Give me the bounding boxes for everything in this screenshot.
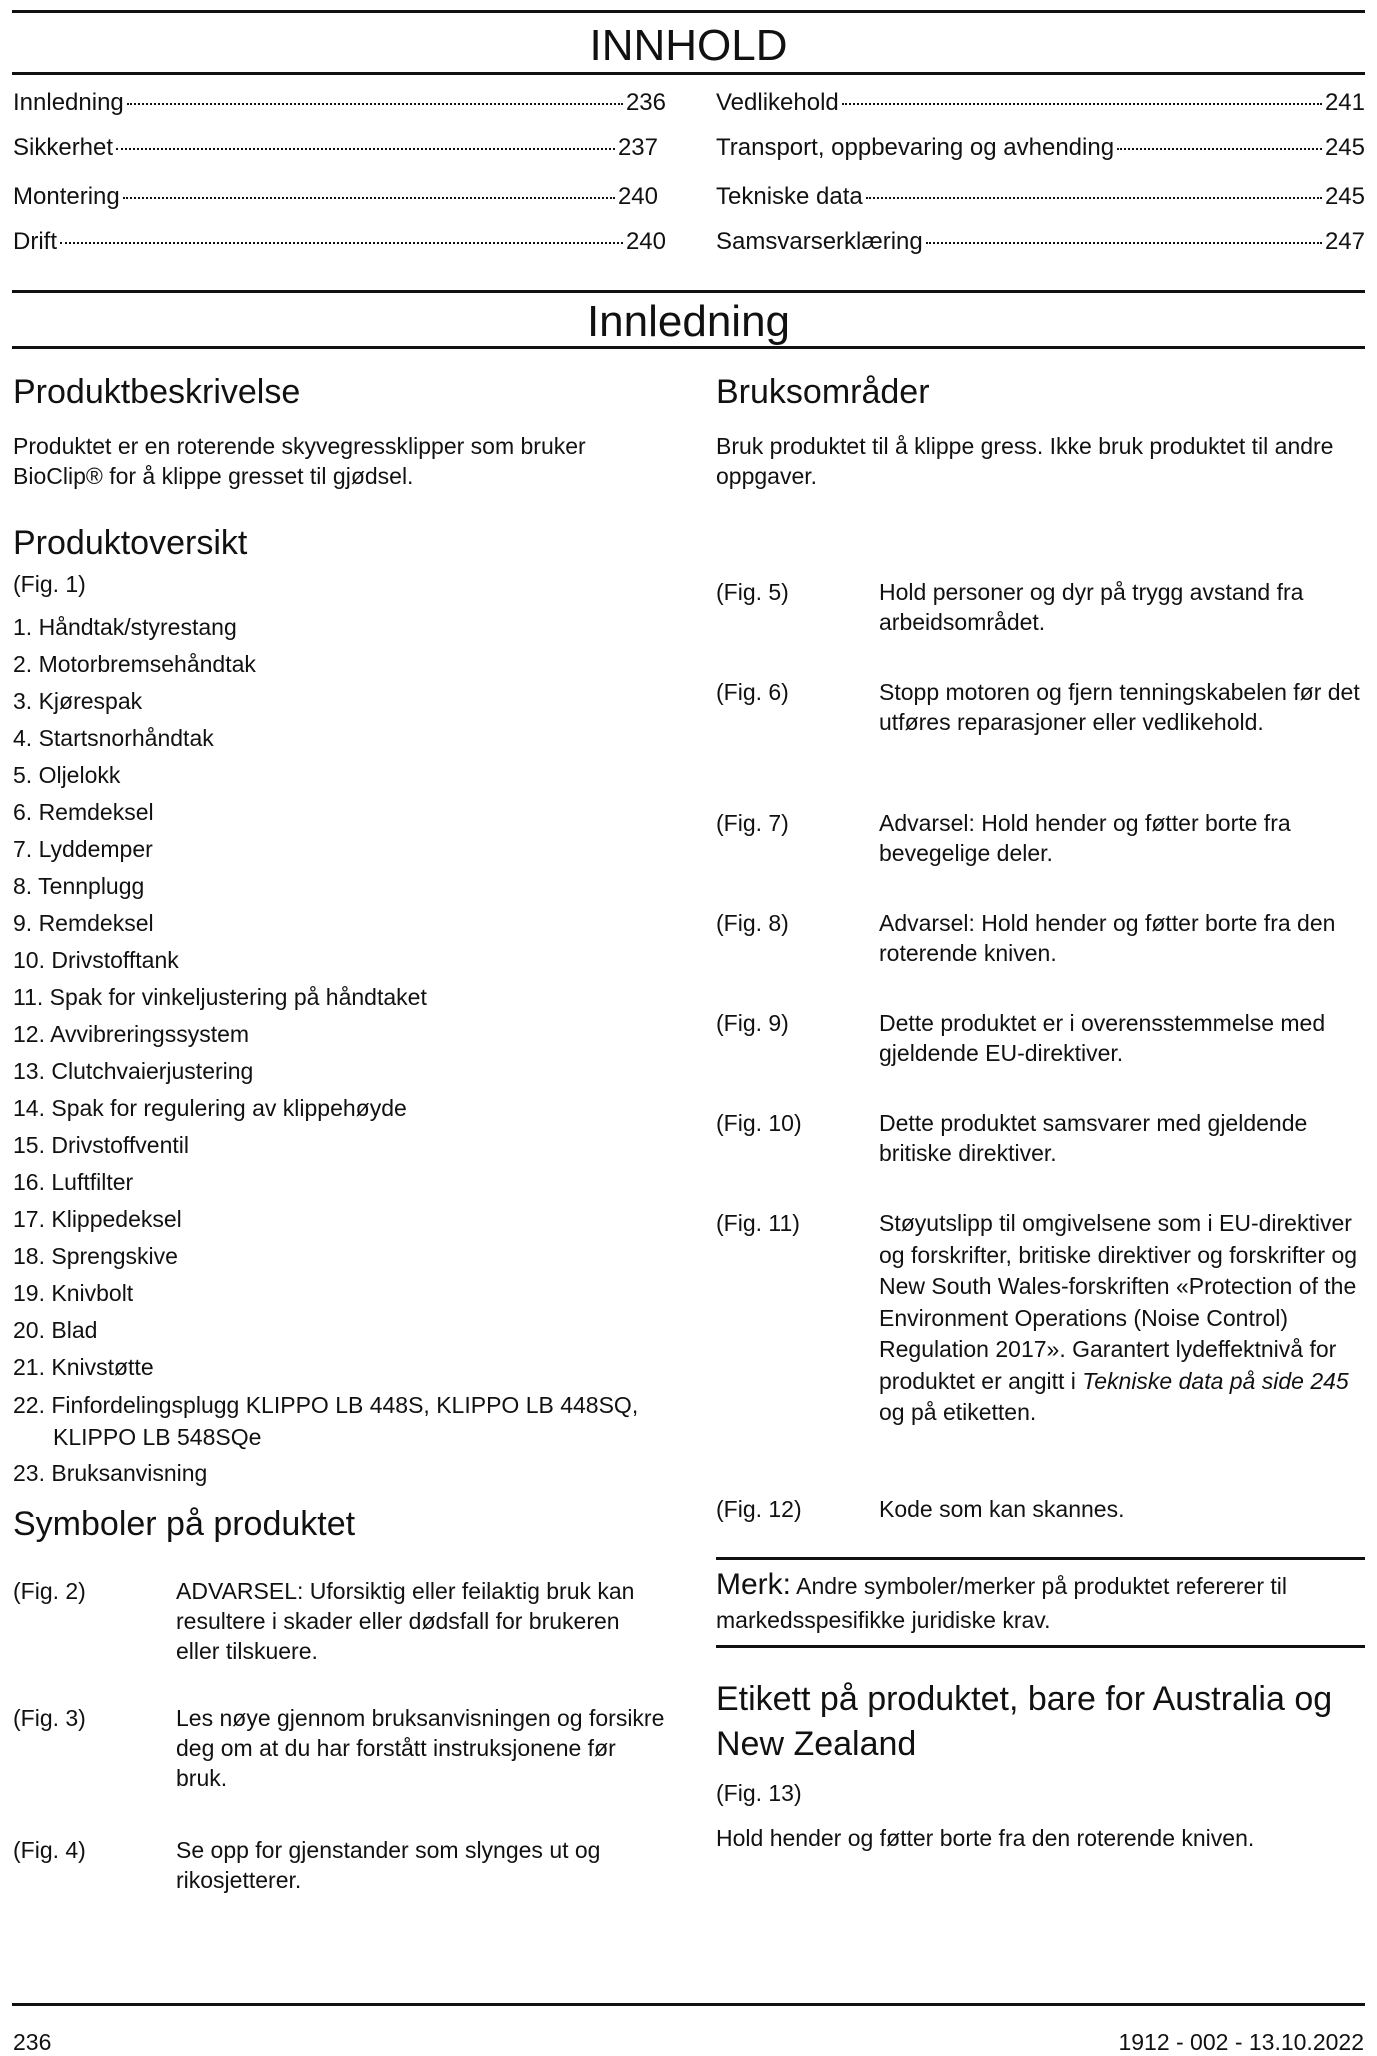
toc-entry-transport[interactable] (716, 133, 1365, 163)
toc-title: INNHOLD (589, 21, 788, 70)
list-item: 9. Remdeksel (13, 910, 154, 936)
symbol-fig-ref: (Fig. 11) (716, 1210, 800, 1236)
merk-note (716, 1557, 1365, 1648)
symboler-heading: Symboler på produktet (13, 1505, 356, 1543)
toc-leader (60, 242, 623, 244)
toc-entry-page: 245 (1324, 134, 1365, 161)
toc-entry-label: Montering (13, 183, 120, 210)
symbol-row-fig10 (716, 1108, 1366, 1168)
toc-leader (866, 197, 1322, 199)
toc-entry-label: Drift (13, 228, 57, 255)
section-bottom-rule (12, 346, 1365, 349)
produktoversikt-heading: Produktoversikt (13, 524, 248, 562)
fig11-text-after: og på etiketten. (879, 1399, 1037, 1425)
list-item: 15. Drivstoffventil (13, 1132, 189, 1158)
merk-text: Andre symboler/merker på produktet refererer til markedsspesifikke juridiske krav. (716, 1573, 1287, 1633)
etikett-fig: (Fig. 13) (716, 1780, 802, 1806)
toc-entry-label: Sikkerhet (13, 134, 114, 161)
fig11-text-before: Støyutslipp til omgivelsene som i EU-direktiver og forskrifter, britiske direktiver og forskrifter og New South Wales-forskriften «Protection of the Environment Operations (Noise Control) Regulation 2017». Garantert lydeffektnivå for produktet er angitt i (879, 1210, 1358, 1394)
toc-entry-page: 240 (617, 183, 658, 210)
list-item: 11. Spak for vinkeljustering på håndtaket (13, 984, 427, 1010)
toc-entry-vedlikehold[interactable] (716, 88, 1365, 118)
list-item: 1. Håndtak/styrestang (13, 614, 237, 640)
symbol-description: Advarsel: Hold hender og føtter borte fra den roterende kniven. (879, 910, 1336, 966)
toc-entry-page: 236 (625, 89, 666, 116)
symbol-fig-ref: (Fig. 9) (716, 1010, 789, 1036)
list-item: 23. Bruksanvisning (13, 1460, 208, 1486)
symbol-row-fig7 (716, 808, 1366, 868)
list-item: 12. Avvibreringssystem (13, 1021, 250, 1047)
list-item: 5. Oljelokk (13, 762, 121, 788)
list-item: 14. Spak for regulering av klippehøyde (13, 1095, 407, 1121)
section-top-rule (12, 290, 1365, 293)
toc-entry-label: Transport, oppbevaring og avhending (716, 134, 1115, 161)
list-item: 2. Motorbremsehåndtak (13, 651, 256, 677)
top-rule (12, 10, 1365, 13)
symbol-row-fig2 (13, 1576, 668, 1666)
toc-entry-page: 240 (625, 228, 666, 255)
list-item: 13. Clutchvaierjustering (13, 1058, 254, 1084)
toc-leader (842, 103, 1322, 105)
symbol-fig-ref: (Fig. 5) (716, 579, 789, 605)
list-item: 21. Knivstøtte (13, 1354, 154, 1380)
symbol-fig-ref: (Fig. 2) (13, 1578, 86, 1604)
symbol-fig-ref: (Fig. 8) (716, 910, 789, 936)
symbol-fig-ref: (Fig. 7) (716, 810, 789, 836)
toc-leader (127, 103, 623, 105)
symbol-fig-ref: (Fig. 12) (716, 1496, 802, 1522)
list-item: 19. Knivbolt (13, 1280, 134, 1306)
toc-entry-label: Tekniske data (716, 183, 863, 210)
symbol-description: Se opp for gjenstander som slynges ut og rikosjetterer. (176, 1837, 601, 1893)
toc-entry-page: 245 (1324, 183, 1365, 210)
tekniske-data-link[interactable]: Tekniske data på side 245 (1082, 1367, 1349, 1394)
toc-leader (116, 148, 615, 150)
toc-leader (1117, 148, 1322, 150)
toc-entry-innledning[interactable] (13, 88, 666, 118)
symbol-row-fig6 (716, 677, 1366, 737)
symbol-row-fig9 (716, 1008, 1366, 1068)
toc-entry-label: Innledning (13, 89, 124, 116)
symbol-row-fig4 (13, 1835, 668, 1895)
list-item: 7. Lyddemper (13, 836, 153, 862)
list-item: 20. Blad (13, 1317, 98, 1343)
footer-doc-id: 1912 - 002 - 13.10.2022 (1118, 2029, 1364, 2055)
toc-leader (926, 242, 1322, 244)
produktbeskrivelse-heading: Produktbeskrivelse (13, 373, 301, 411)
list-item: 8. Tennplugg (13, 873, 145, 899)
symbol-row-fig11 (716, 1208, 1366, 1429)
toc-leader (123, 197, 615, 199)
list-item: 6. Remdeksel (13, 799, 154, 825)
etikett-heading: Etikett på produktet, bare for Australia og New Zealand (716, 1680, 1333, 1763)
toc-entry-page: 237 (617, 134, 658, 161)
symbol-description: Advarsel: Hold hender og føtter borte fra bevegelige deler. (879, 810, 1291, 866)
symbol-description (879, 1208, 1366, 1429)
toc-entry-tekniske-data[interactable] (716, 182, 1365, 212)
symbol-description: Dette produktet er i overensstemmelse med gjeldende EU-direktiver. (879, 1010, 1326, 1066)
symbol-description: Stopp motoren og fjern tenningskabelen før det utføres reparasjoner eller vedlikehold. (879, 679, 1360, 735)
symbol-row-fig3 (13, 1703, 668, 1793)
toc-entry-samsvarserklaering[interactable] (716, 227, 1365, 257)
component-list (13, 609, 663, 1492)
symbol-fig-ref: (Fig. 6) (716, 679, 789, 705)
symbol-row-fig12 (716, 1494, 1366, 1524)
symbol-description: ADVARSEL: Uforsiktig eller feilaktig bruk kan resultere i skader eller dødsfall for brukeren eller tilskuere. (176, 1578, 635, 1664)
toc-entry-page: 241 (1324, 89, 1365, 116)
list-item: 16. Luftfilter (13, 1169, 134, 1195)
produktoversikt-fig: (Fig. 1) (13, 571, 86, 597)
bruksomrader-text: Bruk produktet til å klippe gress. Ikke bruk produktet til andre oppgaver. (716, 433, 1334, 489)
symbol-description: Les nøye gjennom bruksanvisningen og forsikre deg om at du har forstått instruksjonene før bruk. (176, 1705, 665, 1791)
list-item: 10. Drivstofftank (13, 947, 179, 973)
list-item: 18. Sprengskive (13, 1243, 178, 1269)
toc-entry-sikkerhet[interactable] (13, 133, 658, 163)
list-item: 3. Kjørespak (13, 688, 143, 714)
merk-label: Merk: (716, 1568, 791, 1601)
etikett-text: Hold hender og føtter borte fra den roterende kniven. (716, 1825, 1255, 1851)
symbol-fig-ref: (Fig. 4) (13, 1837, 86, 1863)
toc-entry-drift[interactable] (13, 227, 666, 257)
produktbeskrivelse-text: Produktet er en roterende skyvegressklipper som bruker BioClip® for å klippe gresset til gjødsel. (13, 433, 586, 489)
symbol-description: Dette produktet samsvarer med gjeldende britiske direktiver. (879, 1110, 1308, 1166)
symbol-description: Kode som kan skannes. (879, 1496, 1125, 1522)
toc-entry-label: Samsvarserklæring (716, 228, 923, 255)
bruksomrader-heading: Bruksområder (716, 373, 930, 411)
symbol-fig-ref: (Fig. 10) (716, 1110, 802, 1136)
list-item: 17. Klippedeksel (13, 1206, 182, 1232)
toc-entry-label: Vedlikehold (716, 89, 839, 116)
footer-page-number: 236 (13, 2029, 52, 2055)
toc-entry-page: 247 (1324, 228, 1365, 255)
symbol-description: Hold personer og dyr på trygg avstand fra arbeidsområdet. (879, 579, 1304, 635)
list-item: 22. Finfordelingsplugg KLIPPO LB 448S, KLIPPO LB 448SQ, KLIPPO LB 548SQe (13, 1392, 639, 1450)
section-title: Innledning (586, 297, 791, 346)
list-item: 4. Startsnorhåndtak (13, 725, 214, 751)
symbol-row-fig8 (716, 908, 1366, 968)
toc-title-rule (12, 72, 1365, 75)
toc-entry-montering[interactable] (13, 182, 658, 212)
symbol-fig-ref: (Fig. 3) (13, 1705, 86, 1731)
symbol-row-fig5 (716, 577, 1366, 637)
footer-rule (12, 2003, 1365, 2006)
